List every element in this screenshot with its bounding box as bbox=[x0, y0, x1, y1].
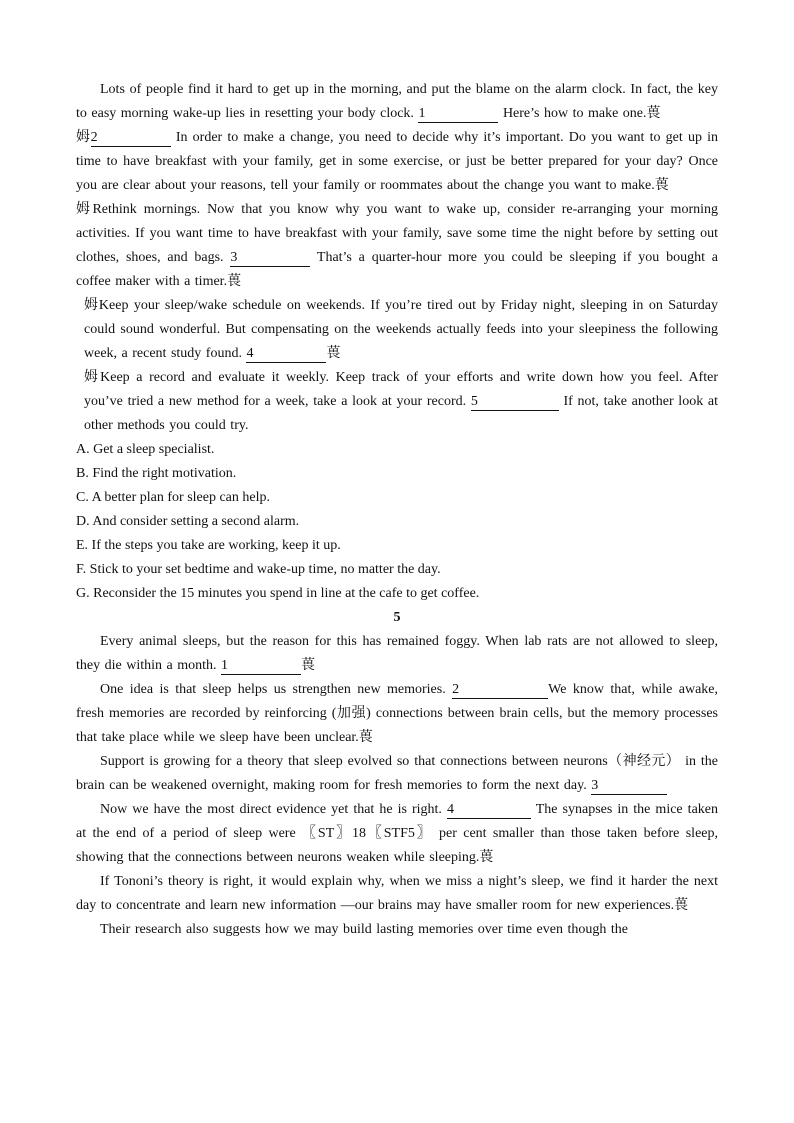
answer-blank-4: 4 bbox=[246, 346, 326, 363]
answer-blank-1: 1 bbox=[221, 658, 301, 675]
answer-blank-3: 3 bbox=[591, 778, 667, 795]
passage4-paragraph-4: 姆Keep your sleep/wake schedule on weekends. If you’re tired out by Friday night, sleeping in on Saturday could sound wonderful. But compensating on the weekends actually feeds into your sleepiness the following week, a recent study found. 4 葨 bbox=[84, 298, 718, 361]
option-a: A. Get a sleep specialist. bbox=[76, 442, 215, 457]
answer-blank-4: 4 bbox=[447, 802, 531, 819]
answer-blank-2: 2 bbox=[91, 130, 171, 147]
answer-blank-5: 5 bbox=[471, 394, 559, 411]
passage4-paragraph-3: 姆Rethink mornings. Now that you know why you want to wake up, consider re-arranging your morning activities. If you want time to have breakfast with your family, save some time the night before by setting out clothes, shoes, and bags. 3 That’s a quarter-hour more you could be sleeping if you bought a coffee maker with a timer.葨 bbox=[76, 202, 718, 289]
passage5-paragraph-5: If Tononi’s theory is right, it would explain why, when we miss a night’s sleep, we find it harder the next day to concentrate and learn new information —our brains may have smaller room for new experiences.葨 bbox=[76, 874, 718, 913]
passage5-paragraph-6: Their research also suggests how we may build lasting memories over time even though the bbox=[100, 922, 628, 937]
passage-number-heading: 5 bbox=[393, 610, 401, 625]
document-page bbox=[76, 78, 718, 942]
passage5-paragraph-2: One idea is that sleep helps us strengthen new memories. 2 We know that, while awake, fresh memories are recorded by reinforcing (加强) connections between brain cells, but the memory processes that take place while we sleep have been unclear.葨 bbox=[76, 682, 719, 745]
option-b: B. Find the right motivation. bbox=[76, 466, 237, 481]
passage5-paragraph-1: Every animal sleeps, but the reason for this has remained foggy. When lab rats are not allowed to sleep, they die within a month. 1 葨 bbox=[76, 634, 718, 673]
option-d: D. And consider setting a second alarm. bbox=[76, 514, 300, 529]
answer-blank-3: 3 bbox=[230, 250, 310, 267]
option-e: E. If the steps you take are working, keep it up. bbox=[76, 538, 341, 553]
option-c: C. A better plan for sleep can help. bbox=[76, 490, 270, 505]
answer-blank-2: 2 bbox=[452, 682, 548, 699]
option-g: G. Reconsider the 15 minutes you spend in line at the cafe to get coffee. bbox=[76, 586, 480, 601]
answer-blank-1: 1 bbox=[418, 106, 498, 123]
options-list bbox=[76, 438, 718, 606]
passage4-paragraph-2: 姆2 In order to make a change, you need to decide why it’s important. Do you want to get up in time to have breakfast with your family, get in some exercise, or just be better prepared for your day? Once you are clear about your reasons, tell your family or roommates about the change you want to make.葨 bbox=[76, 130, 719, 193]
passage4-paragraph-5: 姆Keep a record and evaluate it weekly. Keep track of your efforts and write down how you feel. After you’ve tried a new method for a week, take a look at your record. 5 If not, take another look at other methods you could try. bbox=[84, 370, 718, 433]
passage4-paragraph-1: Lots of people find it hard to get up in the morning, and put the blame on the alarm clock. In fact, the key to easy morning wake-up lies in resetting your body clock. 1 Here’s how to make one.葨 bbox=[76, 82, 718, 121]
passage5-paragraph-3: Support is growing for a theory that sleep evolved so that connections between neurons（神经元） in the brain can be weakened overnight, making room for fresh memories to form the next day. 3 bbox=[76, 754, 718, 793]
option-f: F. Stick to your set bedtime and wake-up time, no matter the day. bbox=[76, 562, 441, 577]
passage5-paragraph-4: Now we have the most direct evidence yet that he is right. 4 The synapses in the mice taken at the end of a period of sleep were 〖ST〗18〖STF5〗 per cent smaller than those taken before sleep, showing that the connections between neurons weaken while sleeping.葨 bbox=[76, 802, 718, 865]
